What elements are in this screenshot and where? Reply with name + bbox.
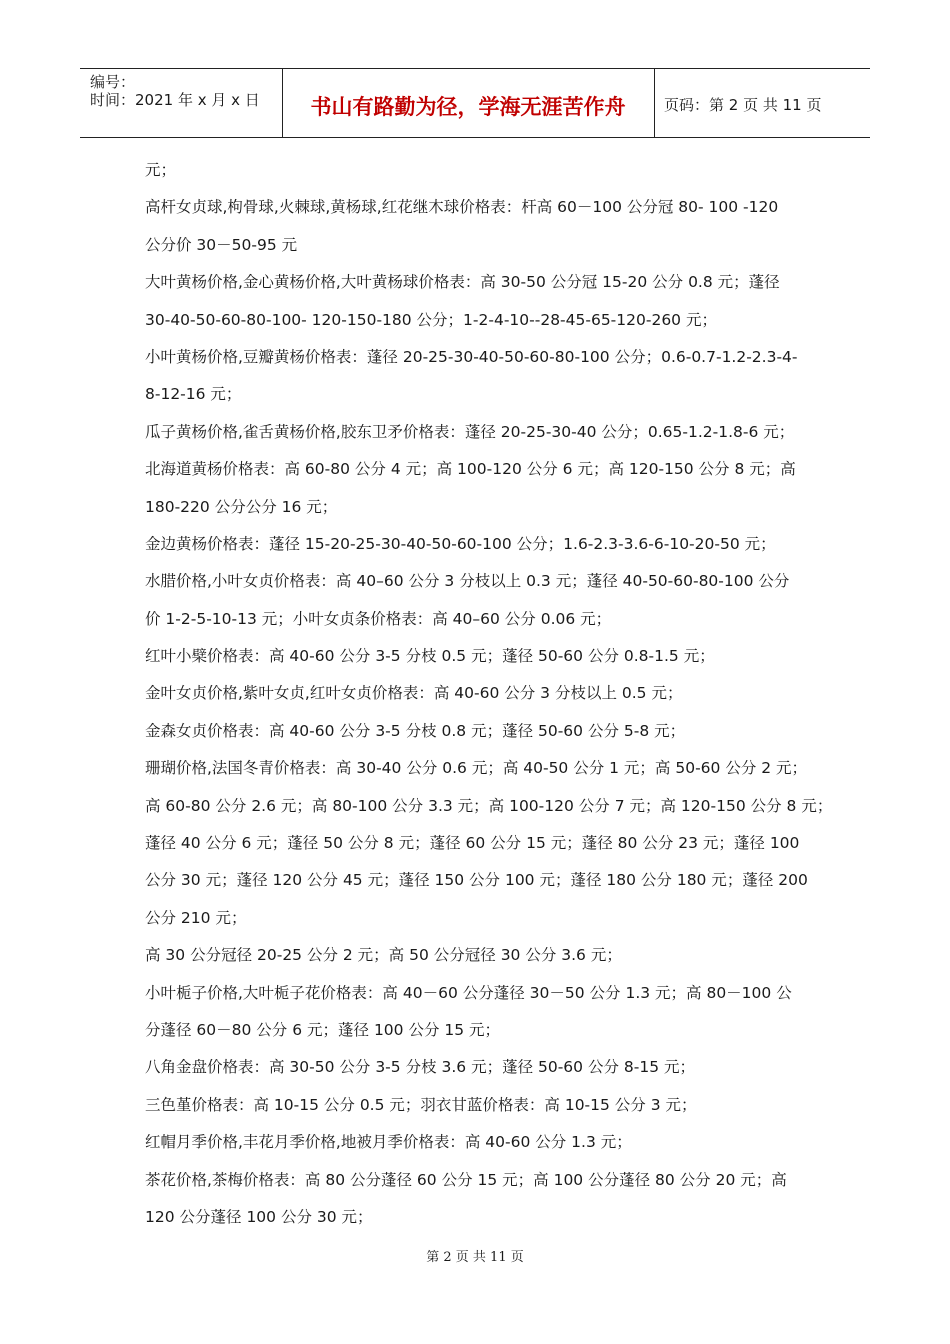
text-line: 三色堇价格表：高 10-15 公分 0.5 元；羽衣甘蓝价格表：高 10-15 公分 3 元；	[145, 1095, 697, 1114]
text-line: 公分 30 元；蓬径 120 公分 45 元；蓬径 150 公分 100 元；蓬径 180 公分 180 元；蓬径 200	[145, 871, 808, 890]
text-line: 价 1-2-5-10-13 元；小叶女贞条价格表：高 40–60 公分 0.06 元；	[145, 609, 612, 628]
text-line: 高 30 公分冠径 20-25 公分 2 元；高 50 公分冠径 30 公分 3.6 元；	[145, 946, 622, 965]
motto-text: 书山有路勤为径，学海无涯苦作舟	[310, 95, 626, 119]
header-page-cell	[656, 69, 870, 137]
text-line: 蓬径 40 公分 6 元；蓬径 50 公分 8 元；蓬径 60 公分 15 元；蓬径 80 公分 23 元；蓬径 100	[145, 834, 800, 853]
date-label: 时间：2021 年 x 月 x 日	[90, 91, 260, 109]
text-line: 八角金盘价格表：高 30-50 公分 3-5 分枝 3.6 元；蓬径 50-60 公分 8-15 元；	[145, 1058, 695, 1077]
page-footer: 第 2 页 共 11 页	[426, 1250, 524, 1265]
text-line: 高 60-80 公分 2.6 元；高 80-100 公分 3.3 元；高 100-120 公分 7 元；高 120-150 公分 8 元；	[145, 796, 833, 815]
text-line: 红叶小檗价格表：高 40-60 公分 3-5 分枝 0.5 元；蓬径 50-60 公分 0.8-1.5 元；	[145, 647, 715, 666]
header-motto-cell	[282, 69, 655, 137]
text-line: 金森女贞价格表：高 40-60 公分 3-5 分枝 0.8 元；蓬径 50-60 公分 5-8 元；	[145, 721, 686, 740]
text-line: 珊瑚价格,法国冬青价格表：高 30-40 公分 0.6 元；高 40-50 公分 1 元；高 50-60 公分 2 元；	[145, 759, 808, 778]
text-line: 大叶黄杨价格,金心黄杨价格,大叶黄杨球价格表：高 30-50 公分冠 15-20 公分 0.8 元；蓬径	[145, 273, 780, 292]
text-line: 瓜子黄杨价格,雀舌黄杨价格,胶东卫矛价格表：蓬径 20-25-30-40 公分；0.65-1.2-1.8-6 元；	[145, 422, 795, 441]
text-line: 30-40-50-60-80-100- 120-150-180 公分；1-2-4-10--28-45-65-120-260 元；	[145, 310, 717, 329]
text-line: 红帽月季价格,丰花月季价格,地被月季价格表：高 40-60 公分 1.3 元；	[145, 1133, 632, 1152]
text-line: 公分价 30－50-95 元	[145, 235, 298, 254]
number-label: 编号：	[90, 73, 136, 91]
document-body	[145, 152, 833, 1236]
text-line: 水腊价格,小叶女贞价格表：高 40–60 公分 3 分枝以上 0.3 元；蓬径 40-50-60-80-100 公分	[145, 572, 790, 591]
header-meta-cell	[80, 69, 283, 137]
text-line: 元；	[145, 161, 177, 179]
text-line: 小叶黄杨价格,豆瓣黄杨价格表：蓬径 20-25-30-40-50-60-80-100 公分；0.6-0.7-1.2-2.3-4-	[145, 347, 798, 366]
text-line: 金叶女贞价格,紫叶女贞,红叶女贞价格表：高 40-60 公分 3 分枝以上 0.5 元；	[145, 684, 683, 703]
text-line: 120 公分蓬径 100 公分 30 元；	[145, 1207, 373, 1226]
text-line: 8-12-16 元；	[145, 385, 242, 404]
page-info: 页码：第 2 页 共 11 页	[664, 96, 822, 114]
text-line: 金边黄杨价格表：蓬径 15-20-25-30-40-50-60-100 公分；1.6-2.3-3.6-6-10-20-50 元；	[145, 534, 776, 553]
text-line: 茶花价格,茶梅价格表：高 80 公分蓬径 60 公分 15 元；高 100 公分蓬径 80 公分 20 元；高	[145, 1170, 787, 1189]
text-line: 高杆女贞球,枸骨球,火棘球,黄杨球,红花继木球价格表：杆高 60－100 公分冠 80- 100 -120	[145, 198, 779, 217]
text-line: 公分 210 元；	[145, 908, 247, 927]
text-line: 180-220 公分公分 16 元；	[145, 497, 338, 516]
text-line: 分蓬径 60－80 公分 6 元；蓬径 100 公分 15 元；	[145, 1020, 501, 1039]
text-line: 北海道黄杨价格表：高 60-80 公分 4 元；高 100-120 公分 6 元；高 120-150 公分 8 元；高	[145, 460, 796, 479]
document-header	[80, 68, 870, 138]
text-line: 小叶栀子价格,大叶栀子花价格表：高 40－60 公分蓬径 30－50 公分 1.3 元；高 80－100 公	[145, 983, 792, 1002]
